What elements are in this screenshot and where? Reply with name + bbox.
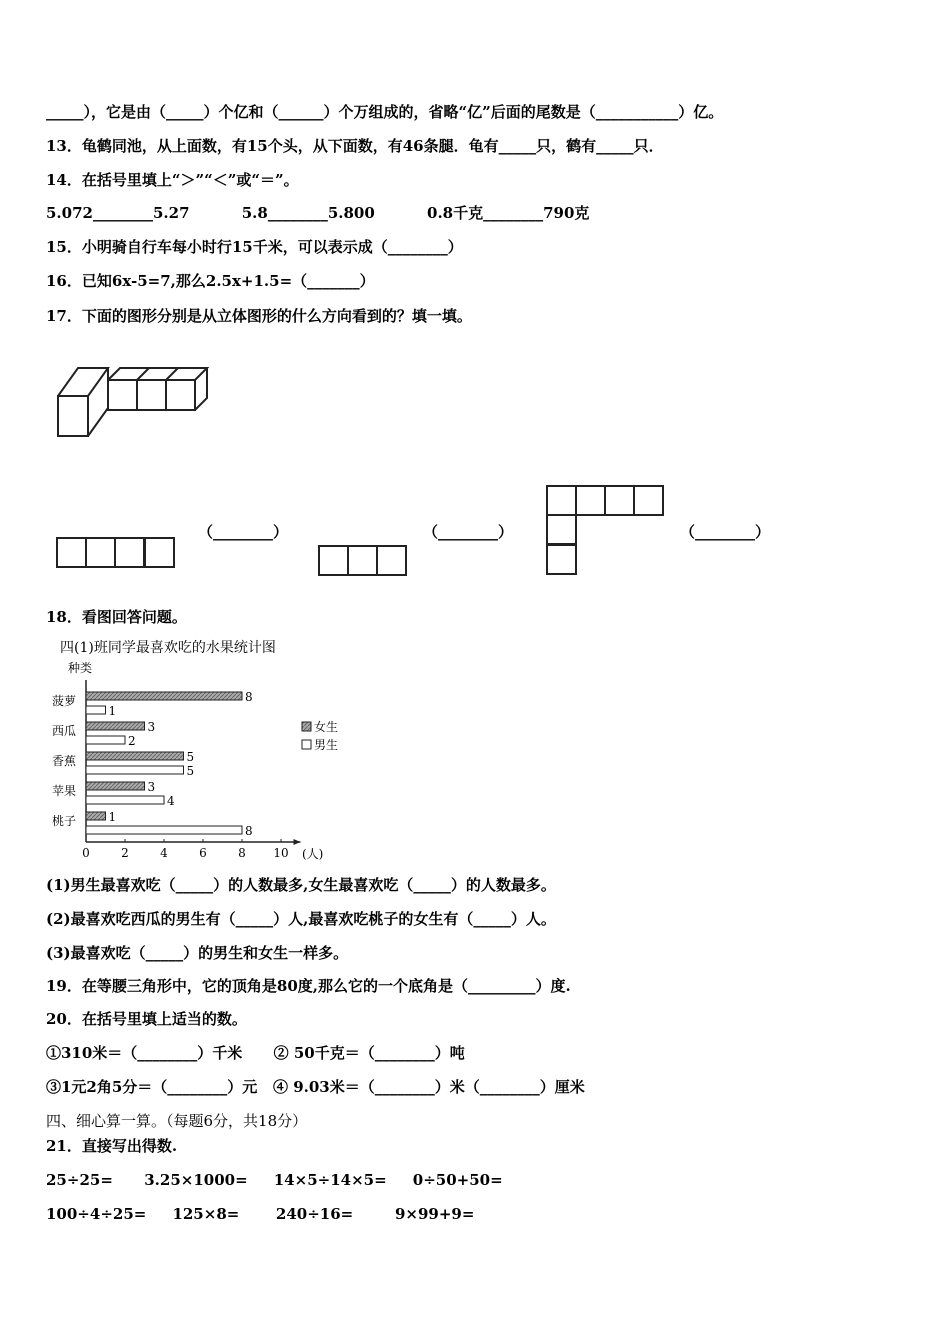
bar-value-label: 8 — [245, 690, 253, 704]
category-label: 苹果 — [52, 784, 77, 798]
bar-value-label: 8 — [245, 824, 253, 838]
q17: 17．下面的图形分别是从立体图形的什么方向看到的？填一填。 — [46, 307, 472, 325]
3d-shape-figure — [50, 360, 210, 445]
bar-girls — [86, 812, 106, 820]
x-tick-label: 6 — [199, 846, 207, 860]
bar-value-label: 1 — [108, 810, 117, 824]
bar-boys — [86, 706, 106, 714]
x-tick-label: 0 — [82, 846, 90, 860]
q18-1: (1)男生最喜欢吃（_____）的人数最多,女生最喜欢吃（_____）的人数最多。 — [46, 876, 556, 894]
bar-value-label: 3 — [147, 780, 156, 794]
view-1-blank: （________） — [198, 523, 289, 541]
bar-girls — [86, 782, 145, 790]
q21-row2: 100÷4÷25= 125×8= 240÷16= 9×99+9= — [46, 1205, 475, 1223]
q18-3: (3)最喜欢吃（_____）的男生和女生一样多。 — [46, 944, 349, 962]
bar-girls — [86, 722, 145, 730]
section-4-heading: 四、细心算一算。（每题6分，共18分） — [46, 1112, 308, 1130]
q14-items: 5.072________5.27 5.8________5.800 0.8千克________790克 — [46, 204, 590, 222]
q20-row2: ③1元2角5分＝（________）元 ④ 9.03米＝（________）米（________）厘米 — [46, 1078, 585, 1096]
q15: 15．小明骑自行车每小时行15千米，可以表示成（________） — [46, 238, 463, 256]
chart-xlabel: (人) — [302, 847, 324, 861]
q16: 16．已知6x-5=7,那么2.5x+1.5=（_______） — [46, 272, 375, 290]
view-3-blank: （________） — [680, 523, 771, 541]
q21-row1: 25÷25= 3.25×1000= 14×5÷14×5= 0÷50+50= — [46, 1171, 503, 1189]
bar-value-label: 1 — [108, 704, 117, 718]
legend-swatch — [302, 740, 311, 749]
bar-boys — [86, 736, 125, 744]
x-axis-arrow — [294, 839, 301, 845]
bar-boys — [86, 766, 184, 774]
bar-value-label: 2 — [128, 734, 136, 748]
x-tick-label: 4 — [160, 846, 168, 860]
category-label: 菠萝 — [52, 694, 77, 708]
legend-swatch — [302, 722, 311, 731]
bar-value-label: 3 — [147, 720, 156, 734]
bar-boys — [86, 826, 242, 834]
bar-girls — [86, 692, 242, 700]
q12-tail: _____），它是由（_____）个亿和（______）个万组成的，省略“亿”后面的尾数是（___________）亿。 — [46, 103, 724, 121]
q18-2: (2)最喜欢吃西瓜的男生有（_____）人,最喜欢吃桃子的女生有（_____）人。 — [46, 910, 556, 928]
bar-value-label: 4 — [167, 794, 175, 808]
q20-row1: ①310米＝（________）千米 ② 50千克＝（________）吨 — [46, 1044, 465, 1062]
q13: 13．龟鹤同池，从上面数，有15个头，从下面数，有46条腿．龟有_____只，鹤有_____只． — [46, 137, 664, 155]
q21: 21．直接写出得数. — [46, 1137, 178, 1155]
q19: 19．在等腰三角形中，它的顶角是80度,那么它的一个底角是（_________）度. — [46, 977, 571, 995]
bar-girls — [86, 752, 184, 760]
chart-ylabel: 种类 — [68, 661, 93, 675]
category-label: 桃子 — [52, 814, 77, 828]
chart-title: 四(1)班同学最喜欢吃的水果统计图 — [60, 640, 276, 656]
q14: 14．在括号里填上“＞”“＜”或“＝”。 — [46, 171, 299, 189]
x-tick-label: 2 — [121, 846, 129, 860]
legend-label: 女生 — [314, 720, 339, 734]
view-2-blank: （________） — [423, 523, 514, 541]
q20: 20．在括号里填上适当的数。 — [46, 1010, 247, 1028]
x-tick-label: 10 — [273, 846, 289, 860]
bar-value-label: 5 — [186, 750, 195, 764]
bar-boys — [86, 796, 164, 804]
bar-value-label: 5 — [186, 764, 195, 778]
x-tick-label: 8 — [238, 846, 246, 860]
category-label: 香蕉 — [52, 754, 77, 768]
fruit-bar-chart — [40, 630, 360, 872]
legend-label: 男生 — [314, 738, 339, 752]
q18-title: 18．看图回答问题。 — [46, 608, 187, 626]
category-label: 西瓜 — [52, 724, 77, 738]
